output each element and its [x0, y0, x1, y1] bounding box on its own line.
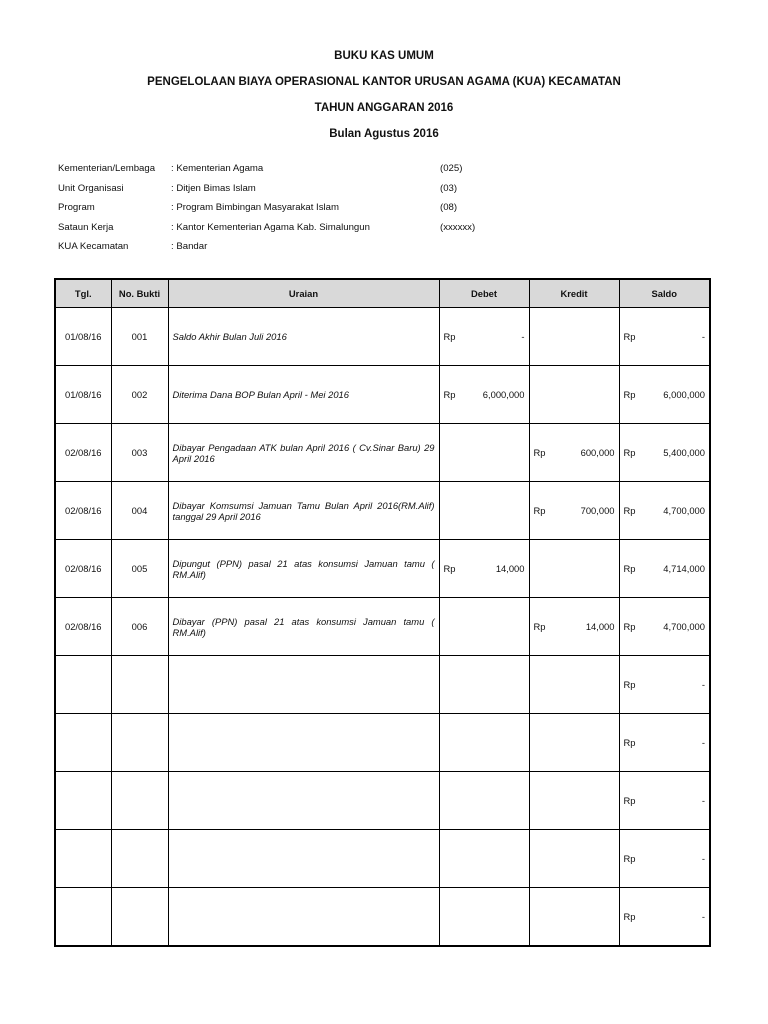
currency-label: Rp [623, 853, 636, 864]
cell-saldo-value: - [701, 331, 705, 342]
cell-kredit-value: 14,000 [585, 621, 615, 632]
cell-kredit [529, 366, 619, 424]
cell-tgl: 02/08/16 [55, 598, 111, 656]
cell-uraian [168, 656, 439, 714]
cell-uraian: Dibayar Pengadaan ATK bulan April 2016 ( Cv.Sinar Baru) 29 April 2016 [168, 424, 439, 482]
cell-saldo [619, 366, 710, 424]
cell-no-bukti [111, 714, 168, 772]
cell-saldo-amount [624, 447, 706, 458]
cell-kredit [529, 772, 619, 830]
cell-no-bukti [111, 830, 168, 888]
cell-saldo-value: 4,714,000 [663, 563, 705, 574]
cell-debet-value: 14,000 [495, 563, 525, 574]
cell-kredit-amount [534, 621, 615, 632]
cell-no-bukti: 004 [111, 482, 168, 540]
cell-saldo-amount [624, 563, 706, 574]
cell-debet [439, 598, 529, 656]
cell-tgl: 02/08/16 [55, 482, 111, 540]
currency-label: Rp [623, 563, 636, 574]
currency-label: Rp [623, 505, 636, 516]
info-value: : Kementerian Agama [171, 163, 264, 174]
currency-label: Rp [533, 621, 546, 632]
cell-no-bukti [111, 772, 168, 830]
cell-saldo-amount [624, 505, 706, 516]
cell-saldo [619, 598, 710, 656]
cell-tgl [55, 714, 111, 772]
table-row [55, 656, 710, 714]
table-row [55, 366, 710, 424]
cell-saldo-amount [624, 389, 706, 400]
table-row [55, 888, 710, 947]
table-row [55, 772, 710, 830]
header-debet: Debet [439, 279, 529, 308]
currency-label: Rp [623, 737, 636, 748]
cell-debet-amount [444, 563, 525, 574]
cell-saldo-value: 4,700,000 [663, 621, 705, 632]
info-value: : Ditjen Bimas Islam [171, 182, 256, 194]
header-kredit: Kredit [529, 279, 619, 308]
cell-debet-amount [444, 331, 525, 342]
table-row [55, 830, 710, 888]
cell-kredit [529, 714, 619, 772]
currency-label: Rp [443, 389, 456, 400]
cell-debet [439, 308, 529, 366]
cell-saldo-amount [624, 679, 706, 690]
cell-debet-amount [444, 389, 525, 400]
currency-label: Rp [623, 911, 636, 922]
currency-label: Rp [443, 563, 456, 574]
cell-kredit-value: 600,000 [580, 447, 615, 458]
info-label: Unit Organisasi [58, 182, 124, 194]
cell-no-bukti [111, 656, 168, 714]
cell-debet [439, 656, 529, 714]
cell-uraian: Dipungut (PPN) pasal 21 atas konsumsi Jamuan tamu ( RM.Alif) [168, 540, 439, 598]
info-label: Sataun Kerja [58, 221, 114, 233]
table-row [55, 540, 710, 598]
cell-no-bukti: 005 [111, 540, 168, 598]
info-code: (08) [440, 202, 458, 213]
cell-debet [439, 714, 529, 772]
cell-uraian [168, 714, 439, 772]
table-row [55, 714, 710, 772]
info-code: (025) [440, 163, 463, 174]
cell-saldo [619, 308, 710, 366]
table-row [55, 598, 710, 656]
currency-label: Rp [623, 795, 636, 806]
cell-debet-value: 6,000,000 [482, 389, 525, 400]
header-tgl: Tgl. [55, 279, 111, 308]
cell-no-bukti: 006 [111, 598, 168, 656]
info-label: KUA Kecamatan [58, 241, 129, 252]
cell-saldo-amount [624, 331, 706, 342]
cell-tgl: 02/08/16 [55, 424, 111, 482]
cell-no-bukti: 001 [111, 308, 168, 366]
cell-tgl [55, 772, 111, 830]
cell-tgl [55, 830, 111, 888]
cell-uraian: Dibayar Komsumsi Jamuan Tamu Bulan April 2016(RM.Alif) tanggal 29 April 2016 [168, 482, 439, 540]
cell-uraian [168, 772, 439, 830]
cell-saldo-value: 5,400,000 [663, 447, 705, 458]
cell-saldo [619, 714, 710, 772]
cell-kredit [529, 308, 619, 366]
cell-kredit [529, 888, 619, 947]
currency-label: Rp [533, 447, 546, 458]
cell-saldo-value: 4,700,000 [663, 505, 705, 516]
document-header [0, 48, 768, 152]
cell-saldo-amount [624, 621, 706, 632]
info-value: : Program Bimbingan Masyarakat Islam [171, 202, 339, 213]
cell-saldo-value: - [701, 679, 705, 690]
cell-tgl: 01/08/16 [55, 366, 111, 424]
cell-saldo [619, 482, 710, 540]
cell-debet-value: - [521, 331, 525, 342]
title-line-2: PENGELOLAAN BIAYA OPERASIONAL KANTOR URUSAN AGAMA (KUA) KECAMATAN [147, 76, 621, 88]
cell-saldo-value: 6,000,000 [663, 389, 705, 400]
cell-debet [439, 540, 529, 598]
cell-uraian: Diterima Dana BOP Bulan April - Mei 2016 [168, 366, 439, 424]
cell-kredit [529, 830, 619, 888]
currency-label: Rp [623, 447, 636, 458]
cell-saldo [619, 424, 710, 482]
cell-saldo [619, 772, 710, 830]
currency-label: Rp [623, 621, 636, 632]
cell-debet [439, 888, 529, 947]
cell-saldo [619, 888, 710, 947]
cell-uraian [168, 830, 439, 888]
table-row [55, 482, 710, 540]
cell-saldo-value: - [701, 911, 705, 922]
info-label: Kementerian/Lembaga [58, 163, 156, 174]
title-line-1: BUKU KAS UMUM [334, 50, 434, 62]
cell-kredit-amount [534, 505, 615, 516]
cell-saldo [619, 540, 710, 598]
cell-kredit-amount [534, 447, 615, 458]
currency-label: Rp [443, 331, 456, 342]
cell-no-bukti: 002 [111, 366, 168, 424]
cash-ledger-table [54, 278, 711, 947]
table-row [55, 308, 710, 366]
title-line-4: Bulan Agustus 2016 [329, 128, 439, 140]
cell-no-bukti: 003 [111, 424, 168, 482]
cell-uraian: Saldo Akhir Bulan Juli 2016 [168, 308, 439, 366]
cell-kredit [529, 482, 619, 540]
cell-saldo-amount [624, 911, 706, 922]
cell-saldo-value: - [701, 853, 705, 864]
cell-saldo [619, 830, 710, 888]
info-value: : Kantor Kementerian Agama Kab. Simalungun [171, 221, 370, 233]
info-label: Program [58, 202, 95, 213]
info-code: (xxxxxx) [440, 221, 476, 233]
cell-kredit [529, 656, 619, 714]
currency-label: Rp [533, 505, 546, 516]
cell-debet [439, 424, 529, 482]
cell-debet [439, 772, 529, 830]
currency-label: Rp [623, 331, 636, 342]
cell-uraian [168, 888, 439, 947]
cell-kredit-value: 700,000 [580, 505, 615, 516]
table-header-row [55, 279, 710, 308]
cell-kredit [529, 598, 619, 656]
info-value: : Bandar [171, 241, 208, 252]
cell-saldo-amount [624, 853, 706, 864]
cell-tgl: 01/08/16 [55, 308, 111, 366]
cell-saldo-amount [624, 737, 706, 748]
cell-saldo [619, 656, 710, 714]
cell-no-bukti [111, 888, 168, 947]
cell-kredit [529, 424, 619, 482]
cell-uraian: Dibayar (PPN) pasal 21 atas konsumsi Jamuan tamu ( RM.Alif) [168, 598, 439, 656]
header-no-bukti: No. Bukti [111, 279, 168, 308]
info-code: (03) [440, 182, 458, 194]
cell-saldo-value: - [701, 795, 705, 806]
cell-debet [439, 830, 529, 888]
currency-label: Rp [623, 389, 636, 400]
currency-label: Rp [623, 679, 636, 690]
cell-tgl [55, 888, 111, 947]
cell-saldo-amount [624, 795, 706, 806]
title-line-3: TAHUN ANGGARAN 2016 [314, 102, 454, 114]
table-row [55, 424, 710, 482]
cell-saldo-value: - [701, 737, 705, 748]
cell-debet [439, 366, 529, 424]
cell-tgl [55, 656, 111, 714]
cell-kredit [529, 540, 619, 598]
cell-debet [439, 482, 529, 540]
header-saldo: Saldo [619, 279, 710, 308]
header-uraian: Uraian [168, 279, 439, 308]
cell-tgl: 02/08/16 [55, 540, 111, 598]
